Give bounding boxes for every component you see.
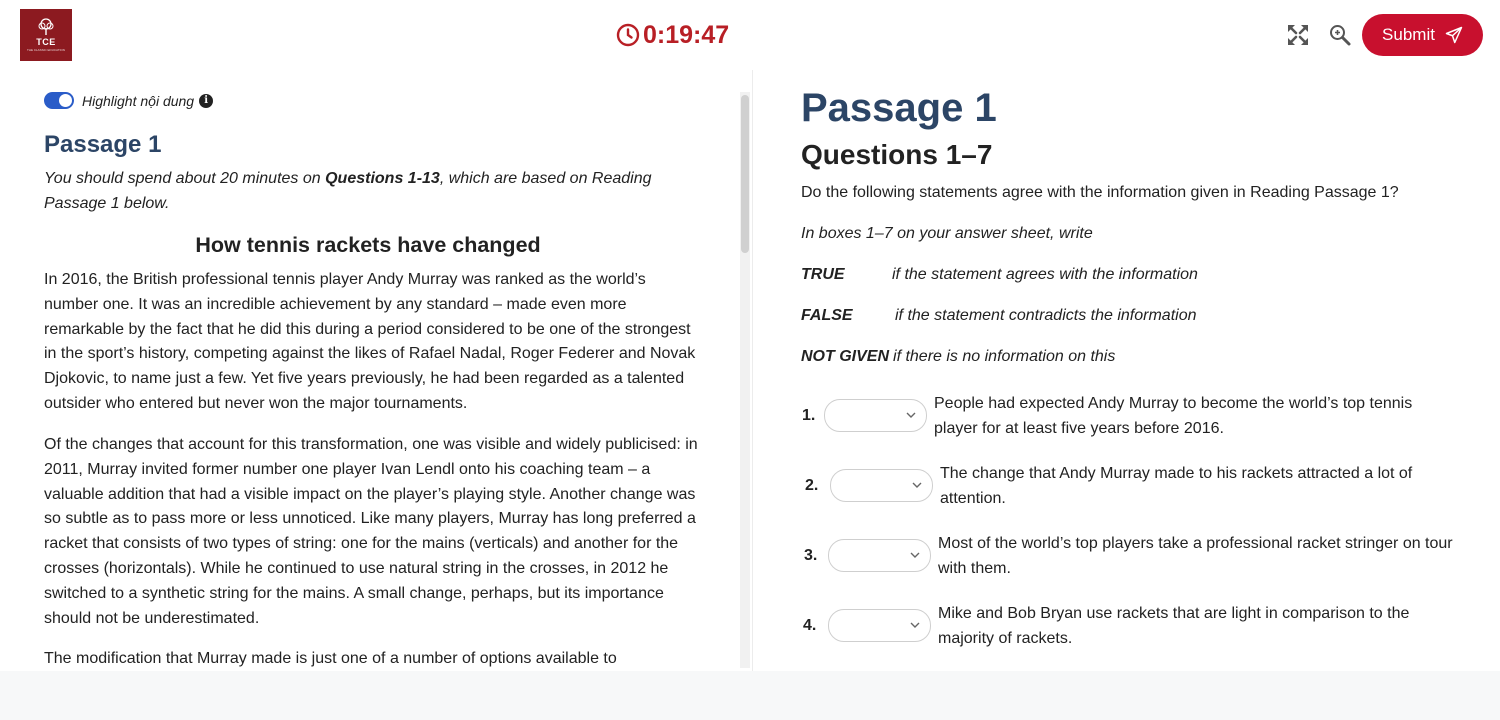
answer-select-2[interactable] xyxy=(830,469,933,502)
passage-title: Passage 1 xyxy=(44,131,162,158)
paragraph-3: The modification that Murray made is just one of a number of options available to xyxy=(44,650,617,667)
send-icon xyxy=(1445,26,1463,44)
logo-text: TCE xyxy=(36,37,56,47)
footer-strip xyxy=(0,671,1500,720)
answer-select-1[interactable] xyxy=(824,399,927,432)
question-number-3: 3. xyxy=(804,547,818,564)
highlight-label: Highlight nội dung xyxy=(82,92,195,109)
paragraph-2: Of the changes that account for this transformation, one was visible and widely publicised: in 2011, Murray invited former number one player Ivan Lendl onto his coaching team – a valuable addition that had a visible impact on the player’s playing style. Another change was so subtle as to pass more or less unnoticed. Like many players, Murray has long preferred a racket that consists of two types of string: one for the mains (verticals) and another for the crosses (horizontals). While he continued to use natural string in the crosses, in 2012 he switched to a synthetic string for the mains. A small change, perhaps, but its importance should not be underestimated. xyxy=(44,436,698,627)
passage-instruction: You should spend about 20 minutes on Questions 1-13, which are based on Reading Passage 1 below. xyxy=(44,170,652,212)
fullscreen-button[interactable] xyxy=(1285,22,1311,48)
scrollbar-thumb[interactable] xyxy=(741,95,749,253)
timer-value: 0:19:47 xyxy=(643,20,730,49)
submit-button[interactable] xyxy=(1362,14,1483,56)
legend-true: TRUE if the statement agrees with the information xyxy=(801,266,1198,283)
zoom-icon xyxy=(1328,23,1352,47)
question-number-1: 1. xyxy=(802,407,816,424)
chevron-down-icon xyxy=(912,482,922,489)
question-text-1: People had expected Andy Murray to become the world’s top tennis player for at least five years before 2016. xyxy=(934,395,1413,437)
questions-title: Questions 1–7 xyxy=(801,139,993,170)
highlight-toggle[interactable] xyxy=(44,92,74,109)
answer-select-4[interactable] xyxy=(828,609,931,642)
info-icon[interactable]: i xyxy=(199,94,213,108)
chevron-down-icon xyxy=(910,622,920,629)
logo-subtext: THE CLASSIC EDUCATION xyxy=(27,48,65,52)
submit-label: Submit xyxy=(1382,25,1435,44)
fullscreen-icon xyxy=(1286,23,1310,47)
top-bar xyxy=(0,0,1500,70)
article-title: How tennis rackets have changed xyxy=(195,233,541,257)
question-text-3: Most of the world’s top players take a professional racket stringer on tour with them. xyxy=(938,535,1453,577)
legend-false: FALSE if the statement contradicts the information xyxy=(801,307,1197,324)
chevron-down-icon xyxy=(910,552,920,559)
chevron-down-icon xyxy=(906,412,916,419)
exam-timer xyxy=(616,20,729,50)
logo[interactable] xyxy=(20,9,72,61)
paragraph-1: In 2016, the British professional tennis player Andy Murray was ranked as the world’s number one. It was an incredible achievement by any standard – made even more remarkable by the fact that he did this during a period considered to be one of the strongest in the sport’s history, competing against the likes of Rafael Nadal, Roger Federer and Novak Djokovic, to name just a few. Yet five years previously, he had been regarded as a talented outsider who entered but never won the major tournaments. xyxy=(44,271,696,412)
question-text-4: Mike and Bob Bryan use rackets that are light in comparison to the majority of rackets. xyxy=(938,605,1410,647)
question-number-2: 2. xyxy=(805,477,819,494)
questions-passage-title: Passage 1 xyxy=(801,86,997,130)
answer-select-3[interactable] xyxy=(828,539,931,572)
highlight-toggle-row xyxy=(44,92,213,109)
zoom-button[interactable] xyxy=(1327,22,1353,48)
clock-icon xyxy=(616,23,640,47)
answer-boxes-instruction: In boxes 1–7 on your answer sheet, write xyxy=(801,225,1093,242)
question-text-2: The change that Andy Murray made to his rackets attracted a lot of attention. xyxy=(940,465,1413,507)
legend-not-given: NOT GIVEN if there is no information on this xyxy=(801,348,1116,365)
questions-instruction: Do the following statements agree with the information given in Reading Passage 1? xyxy=(801,184,1399,201)
question-number-4: 4. xyxy=(803,617,817,634)
tree-logo-icon xyxy=(36,18,56,36)
